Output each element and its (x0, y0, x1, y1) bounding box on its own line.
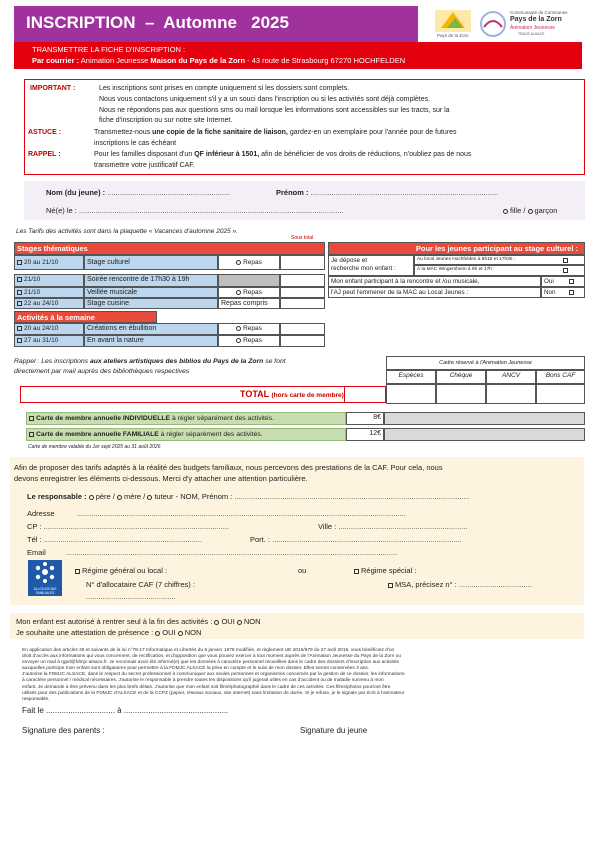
rappel-text-2: transmettre votre justificatif CAF. (94, 162, 195, 169)
prenom-field[interactable]: Prénom : .......................................................................................... (276, 188, 499, 197)
allocataire-dots[interactable]: ........................................... (86, 592, 176, 601)
legal-line: à caractère personnel / médical nécessaires. J'autorise le responsable à prendre toutes les dispositions qu'il jugerait utiles en cas d'accident ou de maladie survenu à mon (22, 678, 384, 684)
reserved-especes[interactable] (386, 384, 436, 404)
garcon-radio[interactable] (528, 209, 533, 214)
legal-line: enfant. Je demande à être prévenu dans les plus brefs délais. J'autorise que mon enfant soit filmé/photographié dans le cadre de ces activités. Ces films/photos pourront être (22, 684, 391, 690)
ccpz-logo: Communauté de Communes Pays de la Zorn Animation Jeunesse TRACE ALSACE (478, 8, 582, 40)
option-local-jeunes[interactable]: Au local Jeunes Hochfelden à 8h15 et 17h30 : (414, 255, 585, 265)
reserved-col: Bons CAF (536, 370, 585, 384)
astuce-label: ASTUCE : (28, 129, 62, 136)
activites-header: Activités à la semaine (14, 311, 157, 323)
caf-logo: ALLOCATIONS FAMILIALES (28, 560, 62, 596)
regime-special-checkbox[interactable] (354, 569, 359, 574)
option-mac[interactable]: À la MAC Wingersheim à 9h et 17h : (414, 265, 585, 276)
astuce-text-2: inscriptions le cas échéant (94, 140, 177, 147)
regime-general-checkbox[interactable] (75, 569, 80, 574)
legal-line: responsable. (22, 696, 50, 702)
stage-name: Stage cuisine (84, 298, 218, 309)
reserved-bons-caf[interactable] (536, 384, 585, 404)
caf-intro-2: devons enregistrer les éléments ci-dessous. Merci d'y attacher une attention particulière. (14, 474, 308, 483)
rappel-label: RAPPEL : (28, 151, 61, 158)
legal-line: J'autorise la FDMJC ALSACE, dans le respect du secret professionnel à communiquer aux seules personnes et organismes concernés par la gestion de ce dossier, les informations (22, 672, 405, 678)
signature-jeune[interactable]: Signature du jeune (300, 726, 368, 735)
stage-subtotal[interactable] (280, 298, 325, 309)
stage-name: Stage culturel (84, 255, 218, 270)
activite-subtotal[interactable] (280, 335, 325, 347)
card-individuelle-price: 8€ (346, 412, 384, 425)
local-jeunes-checkbox[interactable] (563, 258, 568, 263)
rencontre-question: Mon enfant participant à la rencontre et /ou musicale, (328, 276, 541, 287)
repas-radio[interactable] (236, 290, 241, 295)
activite-checkbox[interactable] (17, 326, 22, 331)
stage-subtotal[interactable] (280, 255, 325, 270)
aj-question: l'AJ peut l'emmener de la MAC au Local Jeunes : (328, 287, 541, 298)
depose-label: Je dépose et recherche mon enfant : (328, 255, 414, 276)
port-field[interactable]: Port. : ........................................................................................... (250, 535, 462, 544)
signature-parents[interactable]: Signature des parents : (22, 726, 105, 735)
activite-name: Créations en ébullition (84, 323, 218, 335)
autorisation-retour[interactable]: Mon enfant est autorisé à rentrer seul à la fin des activités : OUI NON (16, 617, 261, 626)
retour-non-radio[interactable] (237, 620, 242, 625)
stage-name: Soirée rencontre de 17h30 à 19h (84, 274, 218, 287)
activite-date: 27 au 31/10 (14, 335, 84, 347)
stage-jeunes-header: Pour les jeunes participant au stage culturel : (328, 242, 585, 255)
repas-radio[interactable] (236, 260, 241, 265)
total-label: TOTAL (hors carte de membre) (240, 389, 344, 399)
card-individuelle-reserved (384, 412, 585, 425)
regime-special[interactable]: Régime spécial : (354, 566, 416, 575)
important-label: IMPORTANT : (30, 85, 76, 92)
stage-repas[interactable]: Repas (218, 255, 280, 270)
cp-field[interactable]: CP : ......................................................................................... (27, 522, 229, 531)
email-field[interactable]: Email ............................................................................................................................................................... (27, 548, 398, 557)
attestation-presence[interactable]: Je souhaite une attestation de présence : OUI NON (16, 628, 202, 637)
important-box (24, 79, 585, 175)
rappel-text: Pour les familles disposant d'un QF inférieur à 1501, afin de bénéficier de vos droits de réductions, n'oubliez pas de nous (94, 151, 472, 158)
stages-header: Stages thématiques (14, 242, 325, 255)
activite-subtotal[interactable] (280, 323, 325, 335)
stage-checkbox[interactable] (17, 290, 22, 295)
non-checkbox[interactable] (569, 290, 574, 295)
adresse-field[interactable]: Adresse .............................................................................................................................................................. (27, 509, 406, 518)
stage-date: 21/10 (14, 274, 84, 287)
msa-checkbox[interactable] (388, 583, 393, 588)
stage-repas (218, 274, 280, 287)
retour-oui-radio[interactable] (214, 620, 219, 625)
card-familiale-label: Carte de membre annuelle FAMILIALE à régler séparément des activités. (29, 431, 263, 438)
oui-option[interactable]: Oui (541, 276, 585, 287)
stage-subtotal[interactable] (280, 287, 325, 298)
msa-field[interactable]: MSA, précisez n° : ................................... (388, 580, 532, 589)
reserved-cheque[interactable] (436, 384, 486, 404)
tarifs-note: Les Tarifs des activités sont dans la plaquette « Vacances d'automne 2025 ». (16, 228, 238, 235)
familiale-checkbox[interactable] (29, 432, 34, 437)
rappel-biblio: Rappel : Les inscriptions aux ateliers artistiques des biblios du Pays de la Zorn se font (14, 358, 286, 365)
allocataire-field[interactable]: N° d'allocataire CAF (7 chiffres) : (86, 580, 195, 589)
individuelle-checkbox[interactable] (29, 416, 34, 421)
non-option[interactable]: Non (541, 287, 585, 298)
stage-checkbox[interactable] (17, 260, 22, 265)
stage-date: 21/10 (14, 287, 84, 298)
card-individuelle-label: Carte de membre annuelle INDIVIDUELLE à régler séparément des activités. (29, 415, 274, 422)
important-line: Les inscriptions sont prises en compte uniquement si les dossiers sont complets. (99, 85, 350, 92)
transmit-title: TRANSMETTRE LA FICHE D'INSCRIPTION : (32, 45, 186, 54)
stage-subtotal[interactable] (280, 274, 325, 287)
important-line: fiche d'inscription ou sur notre site Internet. (99, 117, 233, 124)
legal-line: droit d'accès aux informations qui vous concernent, de rectification, et d'opposition que vous pouvez exercer à tout moment auprès de l'Animation Jeunesse du Pays de la Zorn ou (22, 654, 401, 660)
legal-line: auxquelles participe mon enfant sont obligatoires pour permettre à la FDMJC ALSACE la prise en compte et le suivi de mon dossier. Elles seront conservées 3 ans. (22, 666, 370, 672)
activite-repas[interactable]: Repas (218, 335, 280, 347)
sous-total-label: Sous total (291, 235, 314, 241)
activite-date: 20 au 24/10 (14, 323, 84, 335)
page-title: INSCRIPTION – Automne 2025 (26, 13, 289, 32)
repas-radio[interactable] (236, 338, 241, 343)
activite-checkbox[interactable] (17, 338, 22, 343)
birthdate-field[interactable]: Né(e) le : ............................................................................................................................... (46, 206, 344, 215)
tel-field[interactable]: Tél : ............................................................................ (27, 535, 203, 544)
legal-line: utilisés pour des publications de la FDMJC d'ALSACE et de la CCPZ (papier, réseaux sociaux, site internet) sans limitation de durée. Si je refuse, je le signale par écrit à l'animateur (22, 690, 405, 696)
responsable-field[interactable]: Le responsable : père / mère / tuteur - NOM, Prénom : ................................................................................................................. (27, 492, 470, 501)
fille-radio[interactable] (503, 209, 508, 214)
caf-intro: Afin de proposer des tarifs adaptés à la réalité des budgets familiaux, nous percevons des prestations de la CAF. Pour cela, nous (14, 463, 443, 472)
ajpz-logo: Pays de la Zorn (433, 8, 473, 40)
mere-radio[interactable] (117, 495, 122, 500)
activite-name: En avant la nature (84, 335, 218, 347)
oui-checkbox[interactable] (569, 279, 574, 284)
total-value[interactable] (344, 386, 386, 403)
fait-le-field[interactable]: Fait le ............................... à ............................................... (22, 706, 229, 715)
ou-label: ou (298, 566, 307, 575)
reserved-col: Chèque (436, 370, 486, 384)
activite-repas[interactable]: Repas (218, 323, 280, 335)
reserved-col: ANCV (486, 370, 536, 384)
tuteur-radio[interactable] (147, 495, 152, 500)
ville-field[interactable]: Ville : .............................................................. (318, 522, 468, 531)
stage-name: Veillée musicale (84, 287, 218, 298)
reserved-ancv[interactable] (486, 384, 536, 404)
astuce-text: Transmettez-nous une copie de la fiche sanitaire de liaison, gardez-en un exemplaire pour l'année pour de futures (94, 129, 457, 136)
legal-text (22, 648, 582, 703)
stage-repas: Repas compris (218, 298, 280, 309)
regime-general[interactable]: Régime général ou local : (75, 566, 167, 575)
nom-field[interactable]: Nom (du jeune) : ........................................................... (46, 188, 231, 197)
legal-line: envoyer un mail à rgpd@fdmjc-alsace.fr. Je reconnais avoir été informé(e) que les données à caractère personnel recueillies dans le cadre des dossiers d'inscription aux activités (22, 660, 399, 666)
stage-checkbox[interactable] (17, 301, 22, 306)
stage-checkbox[interactable] (17, 277, 22, 282)
pere-radio[interactable] (89, 495, 94, 500)
card-familiale-reserved (384, 428, 585, 441)
gender-choice[interactable]: fille / garçon (503, 206, 557, 215)
attestation-non-radio[interactable] (178, 631, 183, 636)
important-line: Nous vous contactons uniquement s'il y a un souci dans l'inscription ou si les activités sont déjà complètes. (99, 96, 431, 103)
stage-date: 20 au 21/10 (14, 255, 84, 270)
transmit-address: Par courrier : Animation Jeunesse Maison du Pays de la Zorn - 43 route de Strasbourg 67270 HOCHFELDEN (32, 56, 406, 65)
attestation-oui-radio[interactable] (155, 631, 160, 636)
card-familiale-price: 12€ (346, 428, 384, 441)
reserved-title: Cadre réservé à l'Animation Jeunesse (386, 356, 585, 370)
important-line: Nous ne répondons pas aux questions sms ou mail lorsque les informations sont accessibles sur les tracts, sur la (99, 107, 450, 114)
rappel-biblio-2: directement par mail auprès des bibliothèques respectives (14, 368, 190, 375)
reserved-col: Espèces (386, 370, 436, 384)
stage-date: 22 au 24/10 (14, 298, 84, 309)
repas-radio[interactable] (236, 326, 241, 331)
mac-checkbox[interactable] (563, 268, 568, 273)
stage-repas[interactable]: Repas (218, 287, 280, 298)
card-note: Carte de membre valable du 1er sept 2025 au 31 août 2026 (28, 444, 161, 450)
legal-line: En application des articles 39 et suivants de la loi n°78-17 Informatique et Libertés du 6 janvier 1978 modifiée, et règlement UE 2016/679 du 27 avril 2016, vous bénéficiez d'un (22, 648, 395, 653)
